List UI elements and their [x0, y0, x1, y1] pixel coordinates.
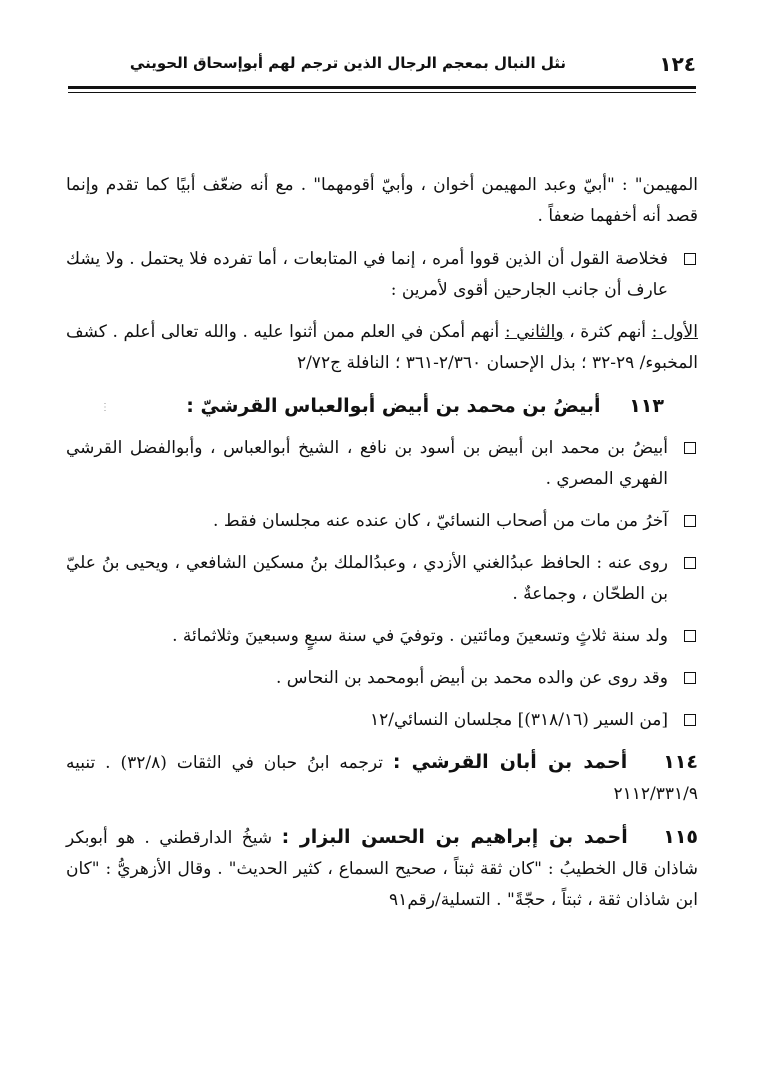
entry-113-bullet: [66, 705, 698, 736]
checkbox-bullet-icon: [684, 672, 696, 684]
entry-113-bullet: [66, 621, 698, 652]
second-reason-text: أنهم أمكن في العلم ممن أثنوا عليه . والله تعالى أعلم . كشف المخبوء/ ٢٩-٣٢ ؛ بذل الإحسان ٢/٣٦٠-٣٦١ ؛ النافلة ج٢/٧٢: [66, 322, 698, 373]
bullet-text: آخرُ من مات من أصحاب النسائيّ ، كان عنده عنه مجلسان فقط .: [213, 511, 668, 531]
header-rule-thick: [68, 86, 696, 89]
bullet-text: روى عنه : الحافظ عبدُالغني الأزدي ، وعبدُالملك بنُ مسكين الشافعي ، ويحيى بنُ عليّ بن الطحّان ، وجماعةٌ .: [66, 553, 668, 604]
page-header: [68, 52, 696, 86]
entry-number: ١١٤: [663, 751, 698, 773]
summary-item: [66, 244, 698, 306]
first-reason-label: الأول :: [651, 322, 698, 342]
scan-speck: ⋮: [100, 402, 110, 413]
entry-number: ١١٣: [629, 395, 664, 417]
checkbox-bullet-icon: [684, 630, 696, 642]
summary-text: فخلاصة القول أن الذين قووا أمره ، إنما في المتابعات ، أما تفرده فلا يحتمل . ولا يشك عارف أن جانب الجارحين أقوى لأمرين :: [66, 249, 668, 300]
entry-113-bullet: [66, 433, 698, 495]
entry-113-bullet: [66, 506, 698, 537]
entry-114: [66, 747, 698, 810]
entry-number: ١١٥: [663, 826, 699, 848]
entry-text: ترجمه ابنُ حبان في الثقات (٣٢/٨) . تنبيه ٢١١٢/٣٣١/٩: [66, 753, 698, 804]
page-number: ١٢٤: [659, 52, 696, 76]
checkbox-bullet-icon: [684, 442, 696, 454]
bullet-text: ولد سنة ثلاثٍ وتسعينَ ومائتين . وتوفيَ في سنة سبعٍ وسبعينَ وثلاثمائة .: [172, 626, 668, 646]
entry-113-bullet: [66, 548, 698, 610]
checkbox-bullet-icon: [684, 557, 696, 569]
checkbox-bullet-icon: [684, 515, 696, 527]
reasons-paragraph: [66, 317, 698, 379]
intro-paragraph: المهيمن" : "أبيّ وعبد المهيمن أخوان ، وأبيّ أقومهما" . مع أنه ضعّف أبيًا كما تقدم وإنما قصد أنه أخفهما ضعفاً .: [66, 175, 698, 226]
entry-115: [66, 822, 698, 916]
page-body: [66, 170, 698, 928]
entry-113-heading: [66, 391, 698, 421]
checkbox-bullet-icon: [684, 253, 696, 265]
entry-name: أحمد بن أبان القرشي :: [392, 751, 628, 773]
header-rule-thin: [68, 92, 696, 93]
bullet-text: [من السير (٣١٨/١٦)] مجلسان النسائي/١٢: [370, 710, 668, 730]
entry-113-bullet: [66, 663, 698, 694]
bullet-text: وقد روى عن والده محمد بن أبيض أبومحمد بن النحاس .: [275, 668, 668, 688]
entry-text: شيخُ الدارقطني . هو أبوبكر شاذان قال الخطيبُ : "كان ثقة ثبتاً ، صحيح السماع ، كثير الحديث" . وقال الأزهريُّ : "كان ابن شاذان ثقة ، ثبتاً ، حجّةً" . التسلية/رقم٩١: [66, 828, 698, 910]
entry-name: أحمد بن إبراهيم بن الحسن البزار :: [281, 826, 628, 848]
entry-title: أبيضُ بن محمد بن أبيض أبوالعباس القرشيّ :: [186, 395, 601, 417]
bullet-text: أبيضُ بن محمد ابن أبيض بن أسود بن نافع ، الشيخ أبوالعباس ، وأبوالفضل القرشي الفهري المصري .: [66, 438, 668, 489]
first-reason-text: أنهم كثرة ،: [569, 322, 647, 342]
running-title: نثل النبال بمعجم الرجال الذين ترجم لهم أبوإسحاق الحويني: [129, 54, 567, 72]
checkbox-bullet-icon: [684, 714, 696, 726]
second-reason-label: والثاني :: [504, 322, 564, 342]
